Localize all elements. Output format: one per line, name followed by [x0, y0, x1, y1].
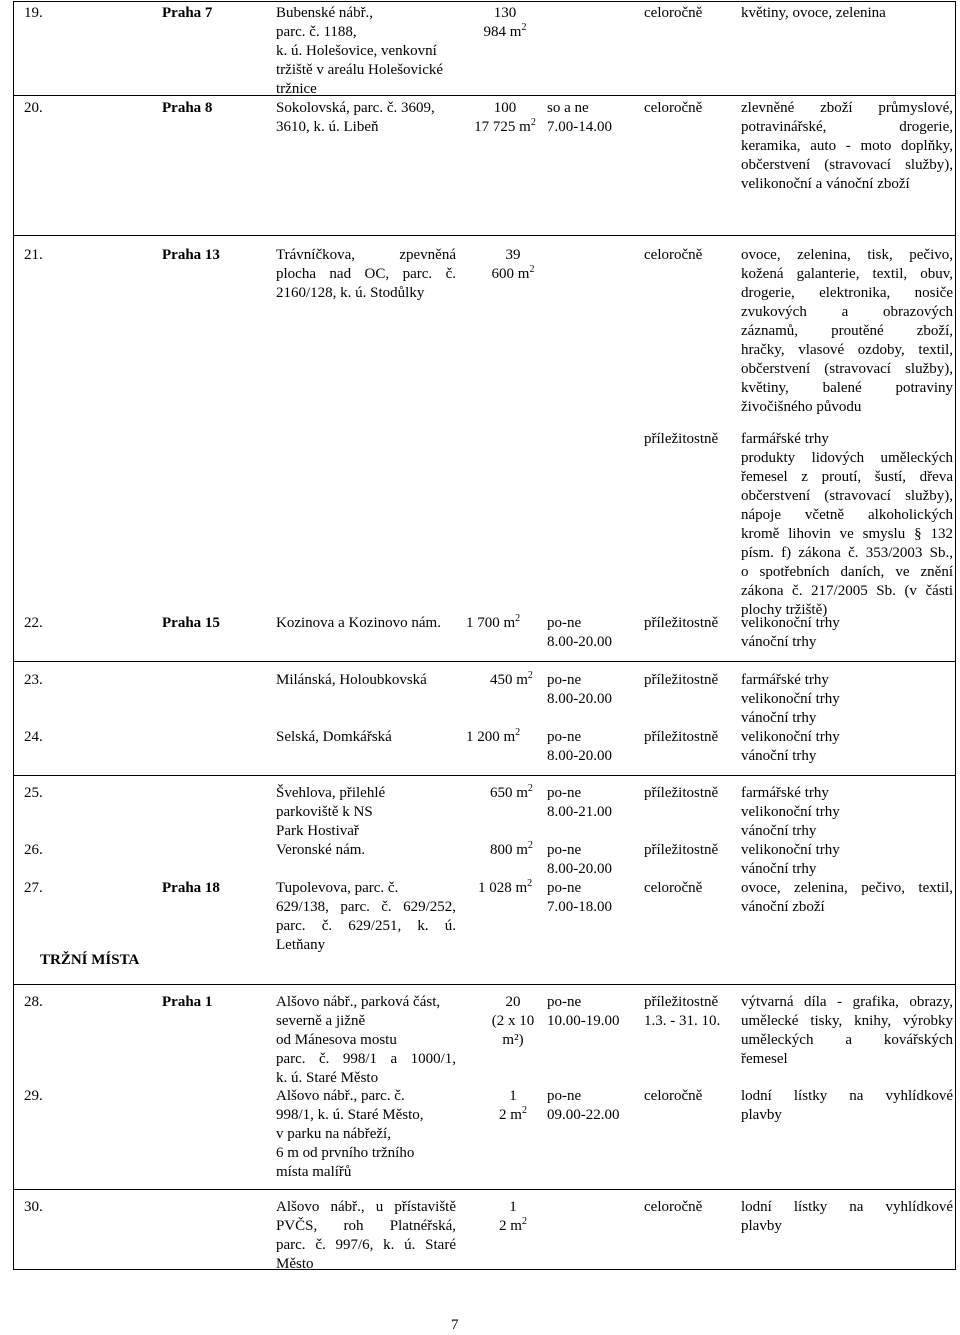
- area: 130 984 $m^2$: [483, 5, 527, 40]
- goods: květiny, ovoce, zelenina: [741, 5, 886, 21]
- row-number: 30.: [24, 1199, 43, 1215]
- goods: výtvarná díla - grafika, obrazy, umělecké tisky, knihy, výrobky uměleckých a kovářských řemesel: [741, 994, 953, 1067]
- period: celoročně: [644, 1088, 703, 1104]
- goods: farmářské trhy produkty lidových uměleckých řemesel z proutí, šustí, dřeva občerstvení (stravovací služby), nápoje včetně alkoholických kromě lihovin ve smyslu § 132 písm. f) zákona č. 353/2003 Sb., o spotřebních daních, ve znění zákona č. 217/2005 Sb. (v části plochy tržiště): [741, 431, 953, 618]
- goods: lodní lístky na vyhlídkové plavby: [741, 1199, 953, 1234]
- period: celoročně: [644, 1199, 703, 1215]
- row-number: 27.: [24, 880, 43, 896]
- area: 39 600 $m^2$: [491, 247, 535, 282]
- hours: po-ne 8.00-20.00: [547, 729, 612, 764]
- area: 1 028 $m^2$: [478, 878, 533, 896]
- goods: velikonoční trhy vánoční trhy: [741, 729, 840, 764]
- row-number: 26.: [24, 842, 43, 858]
- row-number: 24.: [24, 729, 43, 745]
- area: 800 $m^2$: [490, 840, 533, 858]
- hours: po-ne 8.00-20.00: [547, 842, 612, 877]
- area: 1 2 $m^2$: [499, 1088, 527, 1123]
- location: Milánská, Holoubkovská: [276, 672, 427, 688]
- goods: ovoce, zelenina, tisk, pečivo, kožená galanterie, textil, obuv, drogerie, elektronika, nosiče zvukových a obrazových záznamů, proutěné zboží, hračky, vlasové ozdoby, textil, občerstvení (stravovací služby), květiny, balené potraviny živočišného původu: [741, 247, 953, 415]
- hours: po-ne 8.00-20.00: [547, 615, 612, 650]
- location: Kozinova a Kozinovo nám.: [276, 615, 441, 631]
- period: příležitostně: [644, 672, 719, 688]
- goods: farmářské trhy velikonoční trhy vánoční trhy: [741, 672, 840, 726]
- row-divider: [14, 95, 955, 96]
- row-divider: [14, 1189, 955, 1190]
- district: Praha 15: [162, 615, 220, 631]
- row-number: 28.: [24, 994, 43, 1010]
- row-number: 20.: [24, 100, 43, 116]
- page-number: 7: [451, 1317, 459, 1333]
- goods: farmářské trhy velikonoční trhy vánoční trhy: [741, 785, 840, 839]
- area: 450 $m^2$: [490, 670, 533, 688]
- side-label: TRŽNÍ MÍSTA: [40, 952, 140, 968]
- row-divider: [14, 661, 955, 662]
- goods: ovoce, zelenina, pečivo, textil, vánoční zboží: [741, 880, 953, 915]
- goods: lodní lístky na vyhlídkové plavby: [741, 1088, 953, 1123]
- period: celoročně: [644, 880, 703, 896]
- period: celoročně: [644, 247, 703, 263]
- row-divider: [14, 775, 955, 776]
- location: Alšovo nábř., u přístaviště PVČS, roh Platnéřská, parc. č. 997/6, k. ú. Staré Město: [276, 1199, 456, 1272]
- location: Sokolovská, parc. č. 3609, 3610, k. ú. Libeň: [276, 100, 435, 135]
- area: 20 (2 x 10 m²): [491, 994, 535, 1048]
- hours: so a ne 7.00-14.00: [547, 100, 612, 135]
- location: Tupolevova, parc. č. 629/138, parc. č. 629/252, parc. č. 629/251, k. ú. Letňany: [276, 880, 456, 953]
- goods: zlevněné zboží průmyslové, potravinářské, drogerie, keramika, auto - moto doplňky, občerstvení (stravovací služby), velikonoční a vánoční zboží: [741, 100, 953, 192]
- row-number: 19.: [24, 5, 43, 21]
- area: 100 17 725 $m^2$: [474, 100, 536, 135]
- period: celoročně: [644, 100, 703, 116]
- district: Praha 13: [162, 247, 220, 263]
- period: příležitostně 1.3. - 31. 10.: [644, 994, 721, 1029]
- period: příležitostně: [644, 842, 719, 858]
- row-number: 22.: [24, 615, 43, 631]
- hours: po-ne 7.00-18.00: [547, 880, 612, 915]
- location: Trávníčkova, zpevněná plocha nad OC, parc. č. 2160/128, k. ú. Stodůlky: [276, 247, 456, 301]
- district: Praha 1: [162, 994, 213, 1010]
- row-number: 29.: [24, 1088, 43, 1104]
- hours: po-ne 8.00-20.00: [547, 672, 612, 707]
- location: Veronské nám.: [276, 842, 366, 858]
- row-number: 21.: [24, 247, 43, 263]
- area: 1 700 $m^2$: [466, 613, 521, 631]
- location: Alšovo nábř., parc. č. 998/1, k. ú. Staré Město, v parku na nábřeží, 6 m od prvního tržního místa malířů: [276, 1088, 424, 1180]
- goods: velikonoční trhy vánoční trhy: [741, 842, 840, 877]
- row-divider: [14, 235, 955, 236]
- hours: po-ne 8.00-21.00: [547, 785, 612, 820]
- period: příležitostně: [644, 785, 719, 801]
- row-number: 23.: [24, 672, 43, 688]
- hours: po-ne 09.00-22.00: [547, 1088, 620, 1123]
- area: 1 200 $m^2$: [466, 727, 521, 745]
- area: 1 2 $m^2$: [499, 1199, 527, 1234]
- hours: po-ne 10.00-19.00: [547, 994, 620, 1029]
- period: příležitostně: [644, 729, 719, 745]
- period: celoročně: [644, 5, 703, 21]
- period: příležitostně: [644, 431, 719, 447]
- period: příležitostně: [644, 615, 719, 631]
- district: Praha 7: [162, 5, 213, 21]
- district: Praha 8: [162, 100, 213, 116]
- location: Alšovo nábř., parková část, severně a jižně od Mánesova mostu parc. č. 998/1 a 1000/1, k. ú. Staré Město: [276, 994, 456, 1086]
- location: Švehlova, přilehlé parkoviště k NS Park Hostivař: [276, 785, 386, 839]
- location: Selská, Domkářská: [276, 729, 392, 745]
- goods: velikonoční trhy vánoční trhy: [741, 615, 840, 650]
- area: 650 $m^2$: [490, 783, 533, 801]
- row-number: 25.: [24, 785, 43, 801]
- district: Praha 18: [162, 880, 220, 896]
- location: Bubenské nábř., parc. č. 1188, k. ú. Holešovice, venkovní tržiště v areálu Holešovické tržnice: [276, 5, 444, 97]
- row-divider: [14, 984, 955, 985]
